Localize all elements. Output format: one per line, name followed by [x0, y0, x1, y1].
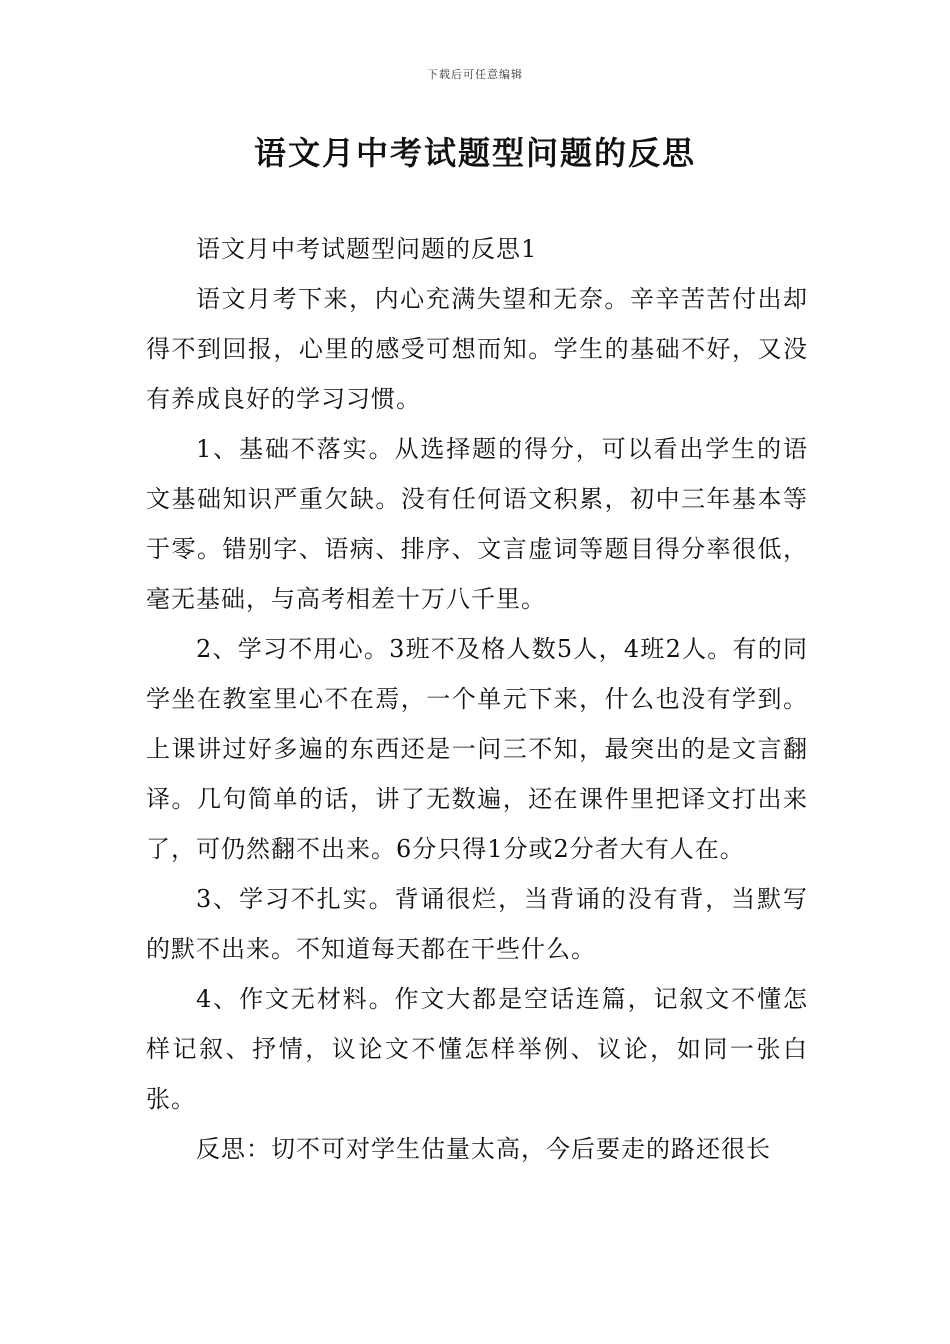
paragraph-point-4: 4、作文无材料。作文大都是空话连篇，记叙文不懂怎样记叙、抒情，议论文不懂怎样举例、议论，如同一张白张。 [146, 985, 808, 1113]
paragraph-point-1: 1、基础不落实。从选择题的得分，可以看出学生的语文基础知识严重欠缺。没有任何语文积累，初中三年基本等于零。错别字、语病、排序、文言虚词等题目得分率很低，毫无基础，与高考相差十万八千里。 [146, 435, 808, 613]
paragraph-point-3: 3、学习不扎实。背诵很烂，当背诵的没有背，当默写的默不出来。不知道每天都在干些什么。 [146, 885, 808, 963]
paragraph-intro: 语文月考下来，内心充满失望和无奈。辛辛苦苦付出却得不到回报，心里的感受可想而知。学生的基础不好，又没有养成良好的学习习惯。 [146, 285, 808, 413]
paragraph-point-2: 2、学习不用心。3班不及格人数5人，4班2人。有的同学坐在教室里心不在焉，一个单元下来，什么也没有学到。上课讲过好多遍的东西还是一问三不知，最突出的是文言翻译。几句简单的话，讲了无数遍，还在课件里把译文打出来了，可仍然翻不出来。6分只得1分或2分者大有人在。 [146, 635, 808, 863]
paragraph-reflection: 反思：切不可对学生估量太高，今后要走的路还很长 [196, 1135, 771, 1163]
document-body [146, 224, 808, 1174]
header-note: 下载后可任意编辑 [427, 68, 523, 81]
document-title: 语文月中考试题型问题的反思 [253, 134, 696, 172]
section-heading: 语文月中考试题型问题的反思1 [196, 235, 538, 263]
